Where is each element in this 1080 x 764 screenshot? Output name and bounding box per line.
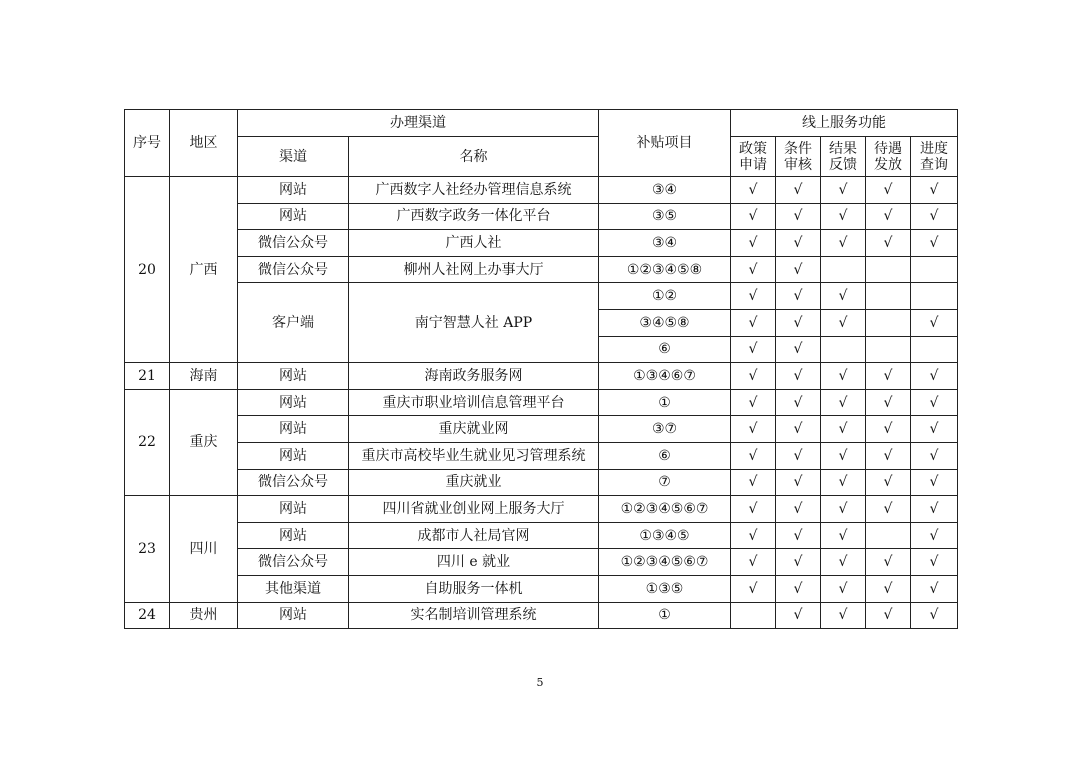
services-table — [124, 109, 958, 629]
check-cell-apply: √ — [731, 416, 776, 443]
subsidy-cell: ① — [599, 389, 731, 416]
region-cell: 海南 — [170, 363, 238, 390]
table-row — [125, 416, 958, 443]
name-cell: 海南政务服务网 — [349, 363, 599, 390]
subsidy-cell: ⑦ — [599, 469, 731, 496]
check-cell-payment — [866, 522, 911, 549]
check-cell-feedback — [821, 336, 866, 363]
table-row — [125, 389, 958, 416]
check-cell-apply: √ — [731, 442, 776, 469]
check-cell-payment — [866, 283, 911, 310]
check-cell-payment: √ — [866, 496, 911, 523]
name-cell: 广西数字政务一体化平台 — [349, 203, 599, 230]
check-cell-apply: √ — [731, 177, 776, 204]
table-row — [125, 203, 958, 230]
page-number: 5 — [536, 676, 544, 689]
region-cell: 四川 — [170, 496, 238, 602]
region-cell: 贵州 — [170, 602, 238, 629]
check-cell-payment: √ — [866, 602, 911, 629]
check-cell-payment: √ — [866, 549, 911, 576]
check-cell-progress: √ — [911, 309, 958, 336]
header-functions-group: 线上服务功能 — [731, 110, 958, 137]
check-cell-apply: √ — [731, 203, 776, 230]
channel-cell: 网站 — [238, 602, 349, 629]
check-cell-progress: √ — [911, 469, 958, 496]
subsidy-cell: ①③④⑤ — [599, 522, 731, 549]
check-cell-progress — [911, 256, 958, 283]
seq-cell: 22 — [125, 389, 170, 495]
name-cell: 实名制培训管理系统 — [349, 602, 599, 629]
name-cell: 南宁智慧人社 APP — [349, 283, 599, 363]
check-cell-review: √ — [776, 389, 821, 416]
header-channel: 渠道 — [238, 137, 349, 177]
channel-cell: 网站 — [238, 442, 349, 469]
name-cell: 广西数字人社经办管理信息系统 — [349, 177, 599, 204]
subsidy-cell: ①②③④⑤⑥⑦ — [599, 549, 731, 576]
check-cell-feedback — [821, 256, 866, 283]
check-cell-payment — [866, 336, 911, 363]
check-cell-feedback: √ — [821, 203, 866, 230]
check-cell-review: √ — [776, 575, 821, 602]
check-cell-apply: √ — [731, 256, 776, 283]
table-row — [125, 575, 958, 602]
subsidy-cell: ③④ — [599, 177, 731, 204]
check-cell-progress: √ — [911, 363, 958, 390]
check-cell-payment — [866, 309, 911, 336]
check-cell-feedback: √ — [821, 416, 866, 443]
seq-cell: 21 — [125, 363, 170, 390]
check-cell-progress: √ — [911, 230, 958, 257]
check-cell-review: √ — [776, 496, 821, 523]
check-cell-feedback: √ — [821, 522, 866, 549]
check-cell-apply: √ — [731, 309, 776, 336]
check-cell-feedback: √ — [821, 363, 866, 390]
check-cell-review: √ — [776, 177, 821, 204]
table-row — [125, 256, 958, 283]
check-cell-progress: √ — [911, 496, 958, 523]
check-cell-apply: √ — [731, 496, 776, 523]
header-seq: 序号 — [125, 110, 170, 177]
name-cell: 重庆市职业培训信息管理平台 — [349, 389, 599, 416]
subsidy-cell: ①③⑤ — [599, 575, 731, 602]
check-cell-payment: √ — [866, 469, 911, 496]
check-cell-payment: √ — [866, 363, 911, 390]
check-cell-progress — [911, 283, 958, 310]
check-cell-apply: √ — [731, 363, 776, 390]
name-cell: 四川省就业创业网上服务大厅 — [349, 496, 599, 523]
check-cell-feedback: √ — [821, 230, 866, 257]
seq-cell: 24 — [125, 602, 170, 629]
header-region: 地区 — [170, 110, 238, 177]
check-cell-review: √ — [776, 309, 821, 336]
name-cell: 柳州人社网上办事大厅 — [349, 256, 599, 283]
check-cell-review: √ — [776, 442, 821, 469]
check-cell-review: √ — [776, 203, 821, 230]
seq-cell: 23 — [125, 496, 170, 602]
channel-cell: 网站 — [238, 522, 349, 549]
channel-cell: 网站 — [238, 416, 349, 443]
check-cell-progress — [911, 336, 958, 363]
check-cell-review: √ — [776, 336, 821, 363]
subsidy-cell: ⑥ — [599, 336, 731, 363]
check-cell-feedback: √ — [821, 602, 866, 629]
channel-cell: 网站 — [238, 203, 349, 230]
header-func-progress: 进度查询 — [911, 137, 958, 177]
header-func-review: 条件审核 — [776, 137, 821, 177]
check-cell-progress: √ — [911, 177, 958, 204]
check-cell-review: √ — [776, 522, 821, 549]
channel-cell: 微信公众号 — [238, 469, 349, 496]
check-cell-review: √ — [776, 256, 821, 283]
subsidy-cell: ⑥ — [599, 442, 731, 469]
check-cell-payment: √ — [866, 177, 911, 204]
check-cell-progress: √ — [911, 416, 958, 443]
check-cell-review: √ — [776, 602, 821, 629]
channel-cell: 网站 — [238, 389, 349, 416]
check-cell-payment: √ — [866, 442, 911, 469]
check-cell-review: √ — [776, 363, 821, 390]
header-func-feedback: 结果反馈 — [821, 137, 866, 177]
check-cell-progress: √ — [911, 522, 958, 549]
subsidy-cell: ①③④⑥⑦ — [599, 363, 731, 390]
check-cell-apply: √ — [731, 469, 776, 496]
check-cell-feedback: √ — [821, 283, 866, 310]
check-cell-payment: √ — [866, 203, 911, 230]
table-body — [125, 177, 958, 629]
channel-cell: 网站 — [238, 177, 349, 204]
check-cell-progress: √ — [911, 442, 958, 469]
table-row — [125, 522, 958, 549]
header-func-apply: 政策申请 — [731, 137, 776, 177]
subsidy-cell: ③⑤ — [599, 203, 731, 230]
check-cell-progress: √ — [911, 203, 958, 230]
check-cell-apply: √ — [731, 575, 776, 602]
check-cell-payment: √ — [866, 389, 911, 416]
check-cell-feedback: √ — [821, 496, 866, 523]
name-cell: 自助服务一体机 — [349, 575, 599, 602]
check-cell-apply — [731, 602, 776, 629]
check-cell-progress: √ — [911, 549, 958, 576]
check-cell-review: √ — [776, 283, 821, 310]
subsidy-cell: ①②③④⑤⑥⑦ — [599, 496, 731, 523]
check-cell-review: √ — [776, 230, 821, 257]
table-row — [125, 469, 958, 496]
subsidy-cell: ①②③④⑤⑧ — [599, 256, 731, 283]
region-cell: 广西 — [170, 177, 238, 363]
table-row — [125, 549, 958, 576]
subsidy-cell: ③⑦ — [599, 416, 731, 443]
check-cell-apply: √ — [731, 549, 776, 576]
name-cell: 广西人社 — [349, 230, 599, 257]
header-subsidy: 补贴项目 — [599, 110, 731, 177]
table-row — [125, 230, 958, 257]
subsidy-cell: ① — [599, 602, 731, 629]
check-cell-payment: √ — [866, 575, 911, 602]
name-cell: 成都市人社局官网 — [349, 522, 599, 549]
table-row — [125, 496, 958, 523]
name-cell: 四川 e 就业 — [349, 549, 599, 576]
header-channel-group: 办理渠道 — [238, 110, 599, 137]
seq-cell: 20 — [125, 177, 170, 363]
check-cell-review: √ — [776, 549, 821, 576]
check-cell-progress: √ — [911, 389, 958, 416]
subsidy-cell: ③④ — [599, 230, 731, 257]
subsidy-cell: ①② — [599, 283, 731, 310]
channel-cell: 微信公众号 — [238, 549, 349, 576]
table-row — [125, 602, 958, 629]
channel-cell: 其他渠道 — [238, 575, 349, 602]
table-row — [125, 442, 958, 469]
check-cell-feedback: √ — [821, 309, 866, 336]
check-cell-review: √ — [776, 469, 821, 496]
check-cell-feedback: √ — [821, 549, 866, 576]
check-cell-payment: √ — [866, 230, 911, 257]
header-name: 名称 — [349, 137, 599, 177]
table-row — [125, 363, 958, 390]
check-cell-apply: √ — [731, 336, 776, 363]
channel-cell: 微信公众号 — [238, 256, 349, 283]
channel-cell: 网站 — [238, 496, 349, 523]
check-cell-progress: √ — [911, 575, 958, 602]
channel-cell: 网站 — [238, 363, 349, 390]
check-cell-apply: √ — [731, 230, 776, 257]
name-cell: 重庆就业 — [349, 469, 599, 496]
channel-cell: 客户端 — [238, 283, 349, 363]
channel-cell: 微信公众号 — [238, 230, 349, 257]
subsidy-cell: ③④⑤⑧ — [599, 309, 731, 336]
table-row — [125, 283, 958, 310]
check-cell-progress: √ — [911, 602, 958, 629]
check-cell-feedback: √ — [821, 469, 866, 496]
check-cell-feedback: √ — [821, 389, 866, 416]
check-cell-payment: √ — [866, 416, 911, 443]
check-cell-feedback: √ — [821, 177, 866, 204]
header-func-payment: 待遇发放 — [866, 137, 911, 177]
name-cell: 重庆市高校毕业生就业见习管理系统 — [349, 442, 599, 469]
name-cell: 重庆就业网 — [349, 416, 599, 443]
check-cell-review: √ — [776, 416, 821, 443]
check-cell-feedback: √ — [821, 442, 866, 469]
check-cell-payment — [866, 256, 911, 283]
table-row — [125, 177, 958, 204]
check-cell-apply: √ — [731, 283, 776, 310]
check-cell-apply: √ — [731, 389, 776, 416]
check-cell-apply: √ — [731, 522, 776, 549]
check-cell-feedback: √ — [821, 575, 866, 602]
region-cell: 重庆 — [170, 389, 238, 495]
